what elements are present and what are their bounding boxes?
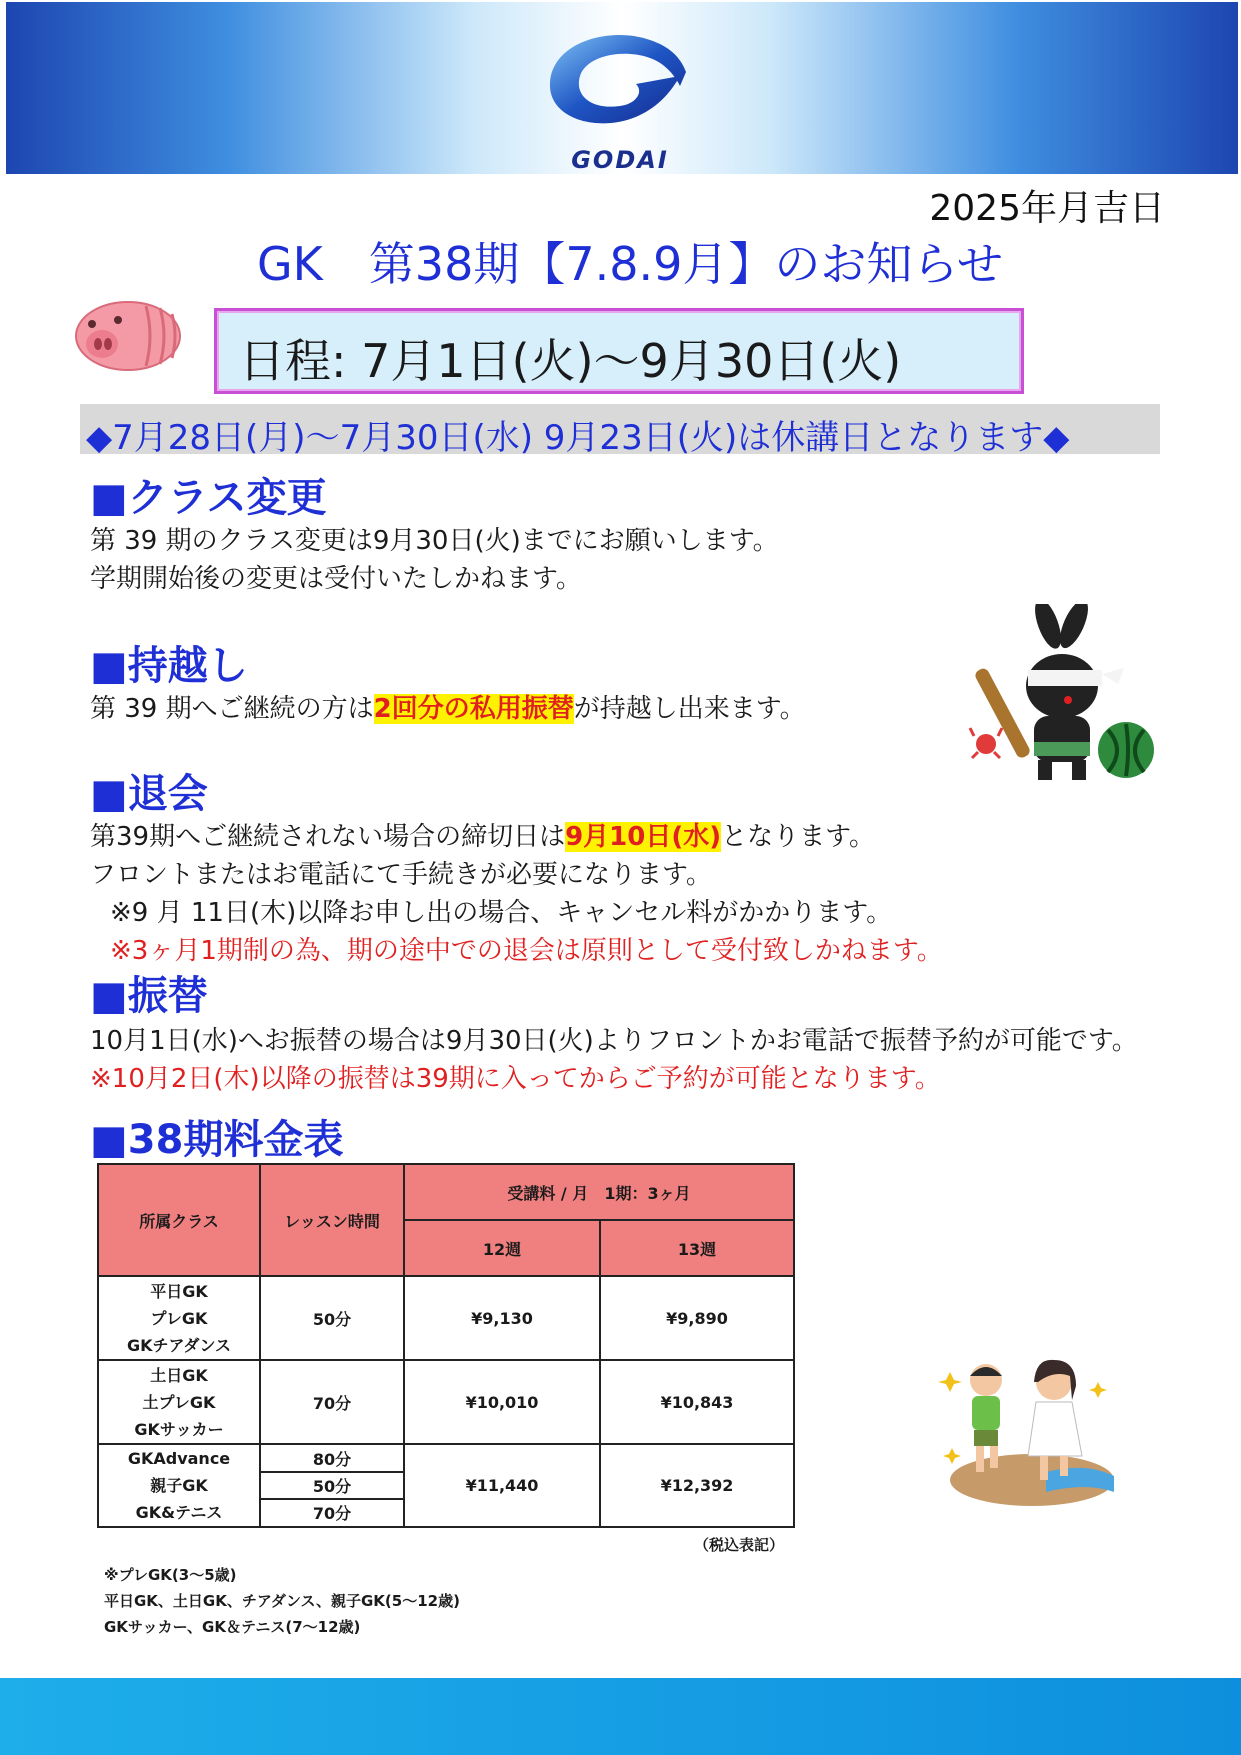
time-cell: 50分 (260, 1276, 404, 1360)
holiday-notice: ◆7月28日(月)～7月30日(水) 9月23日(火)は休講日となります◆ (86, 418, 1070, 458)
time-cell: 70分 (260, 1360, 404, 1444)
carryover-line (90, 688, 806, 725)
class-name: 平日GK (150, 1281, 208, 1301)
class-cell (98, 1360, 260, 1444)
schedule-text: 日程: 7月1日(火)～9月30日(火) (239, 334, 902, 388)
withdrawal-text: 第39期へご継続されない場合の締切日は (90, 822, 566, 852)
class-name: GKチアダンス (126, 1335, 232, 1355)
class-change-heading: ■クラス変更 (90, 475, 327, 521)
class-change-line: 学期開始後の変更は受付いたしかねます。 (90, 564, 582, 594)
kids-beach-illustration (936, 1352, 1116, 1516)
time-cell: 50分 (260, 1472, 404, 1498)
class-name: GKサッカー (134, 1419, 224, 1439)
withdrawal-line (90, 816, 875, 853)
fee12-cell: ¥10,010 (404, 1360, 600, 1444)
transfer-warning: ※10月2日(木)以降の振替は39期に入ってからご予約が可能となります。 (90, 1064, 941, 1094)
fee13-cell: ¥12,392 (600, 1444, 794, 1527)
carryover-text: 第 39 期へご継続の方は (90, 694, 374, 724)
transfer-line: 10月1日(水)へお振替の場合は9月30日(火)よりフロントかお電話で振替予約が可能です。 (90, 1026, 1138, 1056)
carryover-text: が持越し出来ます。 (573, 694, 806, 724)
fee13-cell: ¥9,890 (600, 1276, 794, 1360)
time-cell: 70分 (260, 1499, 404, 1527)
rabbit-batter-illustration (968, 604, 1168, 790)
page-title: GK 第38期【7.8.9月】のお知らせ (257, 237, 1004, 291)
carryover-heading: ■持越し (90, 643, 248, 689)
class-name: 親子GK (150, 1476, 208, 1495)
class-name: GK&テニス (135, 1503, 223, 1522)
class-change-line: 第 39 期のクラス変更は9月30日(火)までにお願いします。 (90, 526, 779, 556)
fee12-cell: ¥9,130 (404, 1276, 600, 1360)
table-header-class: 所属クラス (98, 1164, 260, 1276)
issue-date: 2025年月吉日 (929, 188, 1165, 229)
time-cell: 80分 (260, 1444, 404, 1472)
table-row (98, 1444, 794, 1472)
footnote: ※プレGK(3～5歳) (104, 1566, 237, 1584)
footnote: 平日GK、土日GK、チアダンス、親子GK(5～12歳) (104, 1592, 460, 1610)
pig-illustration (68, 292, 184, 380)
table-header-fee: 受講料 / 月 1期：3ヶ月 (404, 1164, 794, 1220)
withdrawal-line: ※9 月 11日(木)以降お申し出の場合、キャンセル料がかかります。 (110, 898, 893, 928)
class-cell (98, 1444, 260, 1527)
withdrawal-deadline: 9月10日(水) (565, 822, 722, 852)
schedule-box (214, 308, 1024, 394)
footnote: GKサッカー、GK＆テニス(7～12歳) (104, 1618, 361, 1636)
table-header-time: レッスン時間 (260, 1164, 404, 1276)
class-name: 土日GK (150, 1365, 208, 1385)
class-name: GKAdvance (127, 1449, 231, 1468)
tax-note: （税込表記） (694, 1536, 785, 1554)
class-cell (98, 1276, 260, 1360)
class-name: プレGK (150, 1308, 208, 1328)
carryover-highlight: 2回分の私用振替 (373, 694, 574, 724)
withdrawal-text: となります。 (721, 822, 876, 852)
fee13-cell: ¥10,843 (600, 1360, 794, 1444)
table-header-13w: 13週 (600, 1220, 794, 1276)
transfer-heading: ■振替 (90, 973, 208, 1019)
godai-logo (540, 28, 700, 174)
fee-table (97, 1163, 795, 1528)
brand-name: GODAI (571, 146, 669, 174)
table-header-12w: 12週 (404, 1220, 600, 1276)
fees-heading: ■38期料金表 (90, 1117, 344, 1163)
withdrawal-heading: ■退会 (90, 771, 208, 817)
footer-banner (0, 1678, 1241, 1755)
class-name: 土プレGK (142, 1392, 216, 1412)
table-row (98, 1360, 794, 1444)
withdrawal-line: フロントまたはお電話にて手続きが必要になります。 (90, 860, 712, 890)
holiday-notice-bar (80, 404, 1160, 458)
fee12-cell: ¥11,440 (404, 1444, 600, 1527)
withdrawal-warning: ※3ヶ月1期制の為、期の途中での退会は原則として受付致しかねます。 (110, 936, 943, 966)
table-row (98, 1276, 794, 1360)
